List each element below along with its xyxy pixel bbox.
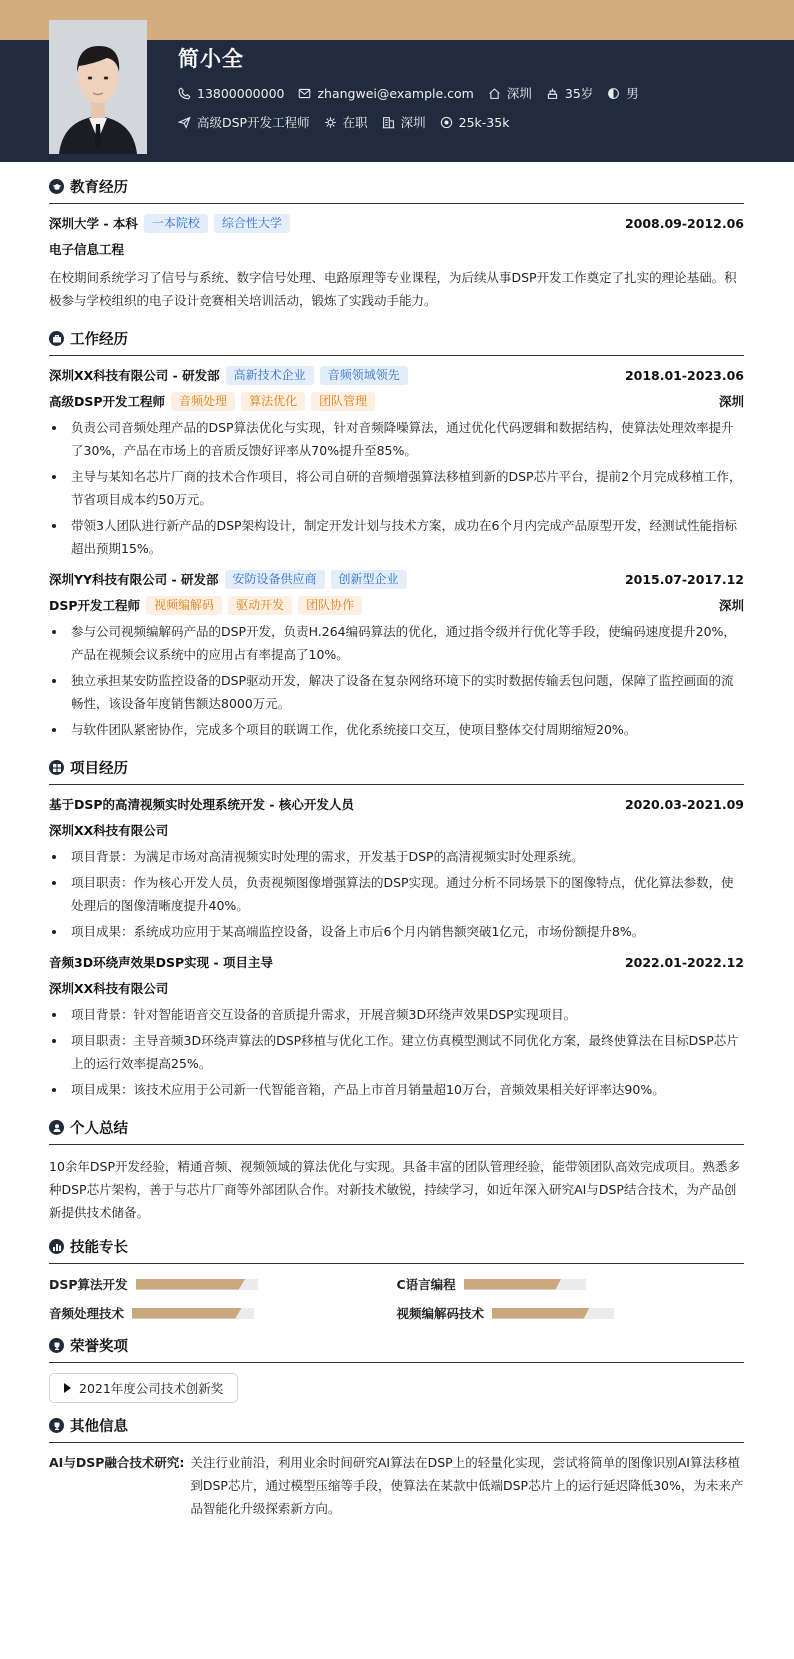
work-role-row xyxy=(49,390,744,412)
target-city-item xyxy=(382,113,426,131)
skills-grid xyxy=(49,1274,744,1323)
education-major-row xyxy=(49,238,744,260)
work-city: 深圳 xyxy=(718,598,744,613)
skill-bar-fill xyxy=(132,1308,242,1319)
target-position-text: 高级DSP开发工程师 xyxy=(197,115,310,130)
age-icon xyxy=(546,87,559,100)
project-bullets xyxy=(49,1003,744,1101)
award-name: 2021年度公司技术创新奖 xyxy=(79,1381,224,1396)
play-triangle-icon xyxy=(64,1383,71,1393)
salary-text: 25k-35k xyxy=(458,114,510,130)
skill-bar-fill xyxy=(136,1279,246,1290)
school-name: 深圳大学 - 本科 xyxy=(49,216,138,231)
list-item: 项目背景：为满足市场对高清视频实时处理的需求，开发基于DSP的高清视频实时处理系统。 xyxy=(49,845,744,868)
project-name: 基于DSP的高清视频实时处理系统开发 - 核心开发人员 xyxy=(49,797,354,812)
job-role: DSP开发工程师 xyxy=(49,598,141,613)
location-item xyxy=(488,84,532,102)
skill-item xyxy=(397,1303,745,1323)
list-item: 项目背景：针对智能语音交互设备的音质提升需求，开展音频3D环绕声效果DSP实现项目。 xyxy=(49,1003,744,1026)
gender-icon xyxy=(607,87,620,100)
list-item: 负责公司音频处理产品的DSP算法优化与实现，针对音频降噪算法，通过优化代码逻辑和数据结构，使算法处理效率提升了30%，产品在市场上的音质反馈好评率从70%提升至85%。 xyxy=(49,416,744,462)
work-role-row xyxy=(49,594,744,616)
email-item xyxy=(298,86,473,101)
briefcase-icon xyxy=(49,331,64,346)
education-section-title: 教育经历 xyxy=(70,180,128,196)
education-description: 在校期间系统学习了信号与系统、数字信号处理、电路原理等专业课程，为后续从事DSP开发工作奠定了扎实的理论基础。积极参与学校组织的电子设计竞赛相关培训活动，锻炼了实践动手能力。 xyxy=(49,270,737,308)
building-icon xyxy=(382,116,395,129)
skill-bar xyxy=(464,1279,586,1290)
skill-name: DSP算法开发 xyxy=(49,1277,128,1292)
employment-status-item xyxy=(324,113,368,131)
work-entry xyxy=(49,364,744,560)
list-item: 项目成果：系统成功应用于某高端监控设备，设备上市后6个月内销售额突破1亿元，市场份额提升8%。 xyxy=(49,920,744,943)
resume-body xyxy=(49,162,744,1520)
info-icon xyxy=(49,1418,64,1433)
project-date: 2020.03-2021.09 xyxy=(624,796,744,812)
skill-bar xyxy=(136,1279,258,1290)
target-position-item xyxy=(178,113,310,131)
skill-item xyxy=(49,1303,397,1323)
award-item xyxy=(49,1373,238,1403)
education-entry-header xyxy=(49,212,744,234)
profile-header xyxy=(0,40,794,162)
project-company: 深圳XX科技有限公司 xyxy=(49,823,169,838)
user-icon xyxy=(49,1120,64,1135)
skill-name: 视频编解码技术 xyxy=(396,1306,485,1321)
phone-icon xyxy=(178,87,191,100)
work-entry xyxy=(49,568,744,741)
email-text: zhangwei@example.com xyxy=(317,85,474,101)
bar-chart-icon xyxy=(49,1239,64,1254)
list-item: 项目职责：主导音频3D环绕声算法的DSP移植与优化工作。建立仿真模型测试不同优化方案，最终使算法在目标DSP芯片上的运行效率提高25%。 xyxy=(49,1029,744,1075)
job-intent-row xyxy=(178,113,523,131)
role-tag: 团队管理 xyxy=(311,392,375,411)
work-section-header xyxy=(49,326,744,356)
skill-bar xyxy=(132,1308,254,1319)
summary-section-title: 个人总结 xyxy=(70,1121,128,1137)
avatar xyxy=(49,20,147,154)
target-city-text: 深圳 xyxy=(400,115,426,130)
project-header-row xyxy=(49,793,744,815)
other-section-title: 其他信息 xyxy=(70,1419,128,1435)
skill-bar-fill xyxy=(464,1279,562,1290)
list-item: 独立承担某安防监控设备的DSP驱动开发，解决了设备在复杂网络环境下的实时数据传输丢包问题，保障了监控画面的流畅性，该设备年度销售额达8000万元。 xyxy=(49,669,744,715)
phone-item xyxy=(178,86,284,101)
education-date: 2008.09-2012.06 xyxy=(624,215,744,231)
education-section-header xyxy=(49,174,744,204)
list-item: 项目成果：该技术应用于公司新一代智能音箱，产品上市首月销量超10万台，音频效果相关好评率达90%。 xyxy=(49,1078,744,1101)
home-icon xyxy=(488,87,501,100)
role-tag: 驱动开发 xyxy=(228,596,292,615)
company-name: 深圳XX科技有限公司 - 研发部 xyxy=(49,368,220,383)
project-company-row xyxy=(49,819,744,841)
skill-bar xyxy=(492,1308,614,1319)
awards-section-title: 荣誉奖项 xyxy=(70,1339,128,1355)
role-tag: 视频编解码 xyxy=(146,596,222,615)
grid-icon xyxy=(49,760,64,775)
other-info-label: AI与DSP融合技术研究: xyxy=(49,1455,185,1470)
age-text: 35岁 xyxy=(564,86,594,101)
candidate-name: 简小全 xyxy=(178,47,244,71)
project-header-row xyxy=(49,951,744,973)
other-section-header xyxy=(49,1413,744,1443)
trophy-icon xyxy=(49,1338,64,1353)
work-company-row xyxy=(49,568,744,590)
project-company: 深圳XX科技有限公司 xyxy=(49,981,169,996)
list-item: 项目职责：作为核心开发人员，负责视频图像增强算法的DSP实现。通过分析不同场景下的图像特点，优化算法参数，使处理后的图像清晰度提升40%。 xyxy=(49,871,744,917)
projects-section-title: 项目经历 xyxy=(70,761,128,777)
project-entry xyxy=(49,793,744,943)
project-bullets xyxy=(49,845,744,943)
send-icon xyxy=(178,116,191,129)
company-name: 深圳YY科技有限公司 - 研发部 xyxy=(49,572,219,587)
age-item xyxy=(546,84,593,102)
work-bullets xyxy=(49,416,744,560)
company-tag: 创新型企业 xyxy=(331,570,407,589)
skill-item xyxy=(49,1274,397,1294)
projects-section-header xyxy=(49,755,744,785)
location-text: 深圳 xyxy=(506,86,532,101)
work-bullets xyxy=(49,620,744,741)
list-item: 主导与某知名芯片厂商的技术合作项目，将公司自研的音频增强算法移植到新的DSP芯片平台，提前2个月完成移植工作，节省项目成本约50万元。 xyxy=(49,465,744,511)
gender-item xyxy=(607,84,639,102)
work-section-title: 工作经历 xyxy=(70,332,128,348)
work-company-row xyxy=(49,364,744,386)
list-item: 与软件团队紧密协作，完成多个项目的联调工作，优化系统接口交互，使项目整体交付周期缩短20%。 xyxy=(49,718,744,741)
other-info-entry xyxy=(49,1451,744,1520)
skills-section-header xyxy=(49,1234,744,1264)
employment-status-text: 在职 xyxy=(342,115,368,130)
company-tag: 音频领域领先 xyxy=(320,366,408,385)
role-tag: 算法优化 xyxy=(241,392,305,411)
skill-bar-fill xyxy=(492,1308,590,1319)
awards-section-header xyxy=(49,1333,744,1363)
project-entry xyxy=(49,951,744,1101)
mail-icon xyxy=(298,87,311,100)
summary-text: 10余年DSP开发经验，精通音频、视频领域的算法优化与实现。具备丰富的团队管理经验，能带领团队高效完成项目。熟悉多种DSP芯片架构，善于与芯片厂商等外部团队合作。对新技术敏锐，持续学习，如近年深入研究AI与DSP结合技术，为产品创新提供技术储备。 xyxy=(49,1159,741,1220)
role-tag: 团队协作 xyxy=(298,596,362,615)
other-info-text: 关注行业前沿，利用业余时间研究AI算法在DSP上的轻量化实现，尝试将简单的图像识别AI算法移植到DSP芯片，通过模型压缩等手段，使算法在某款中低端DSP芯片上的运行延迟降低30%，为未来产品智能化升级探索新方向。 xyxy=(190,1455,744,1516)
skill-name: 音频处理技术 xyxy=(49,1306,125,1321)
work-date: 2018.01-2023.06 xyxy=(624,367,744,383)
summary-section-header xyxy=(49,1115,744,1145)
graduation-cap-icon xyxy=(49,179,64,194)
skill-item xyxy=(397,1274,745,1294)
major: 电子信息工程 xyxy=(49,242,125,257)
contact-row xyxy=(178,84,653,102)
school-tag: 综合性大学 xyxy=(214,214,290,233)
work-city: 深圳 xyxy=(718,394,744,409)
work-date: 2015.07-2017.12 xyxy=(624,571,744,587)
role-tag: 音频处理 xyxy=(171,392,235,411)
company-tag: 高新技术企业 xyxy=(226,366,314,385)
phone-text: 13800000000 xyxy=(197,85,285,101)
gender-text: 男 xyxy=(626,86,639,101)
school-tag: 一本院校 xyxy=(144,214,208,233)
skills-section-title: 技能专长 xyxy=(70,1240,128,1256)
status-icon xyxy=(324,116,337,129)
job-role: 高级DSP开发工程师 xyxy=(49,394,166,409)
skill-name: C语言编程 xyxy=(396,1277,456,1292)
project-name: 音频3D环绕声效果DSP实现 - 项目主导 xyxy=(49,955,274,970)
list-item: 带领3人团队进行新产品的DSP架构设计，制定开发计划与技术方案，成功在6个月内完成产品原型开发，经测试性能指标超出预期15%。 xyxy=(49,514,744,560)
list-item: 参与公司视频编解码产品的DSP开发，负责H.264编码算法的优化，通过指令级并行优化等手段，使编码速度提升20%，产品在视频会议系统中的应用占有率提高了10%。 xyxy=(49,620,744,666)
salary-icon xyxy=(440,116,453,129)
company-tag: 安防设备供应商 xyxy=(225,570,325,589)
project-date: 2022.01-2022.12 xyxy=(624,954,744,970)
project-company-row xyxy=(49,977,744,999)
salary-item xyxy=(440,115,510,130)
